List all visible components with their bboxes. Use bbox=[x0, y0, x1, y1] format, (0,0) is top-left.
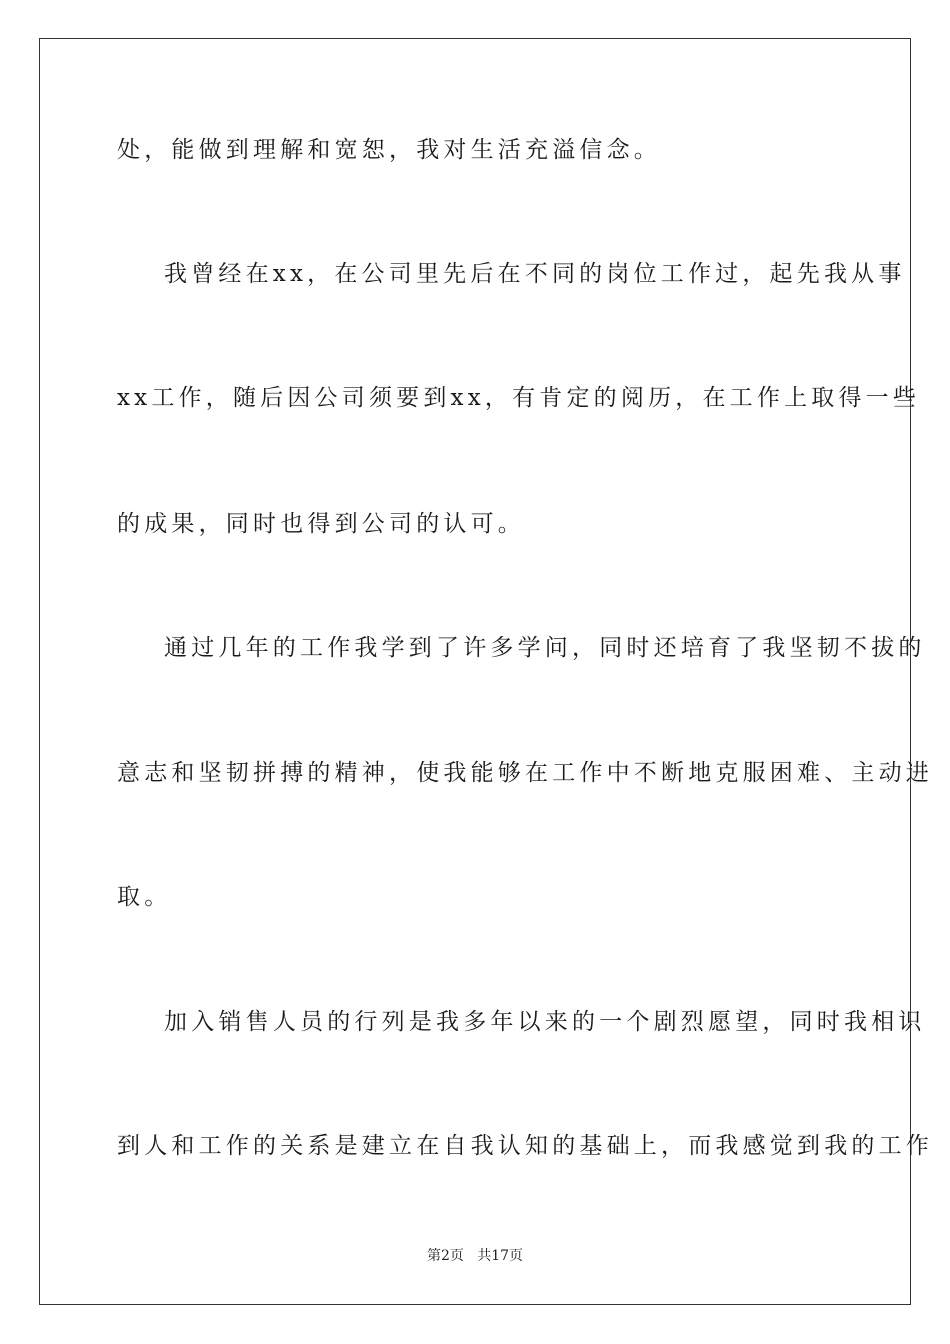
text-line: 的成果，同时也得到公司的认可。 bbox=[117, 511, 525, 537]
page-border bbox=[39, 38, 933, 1305]
text-line: 通过几年的工作我学到了许多学问，同时还培育了我坚韧不拔的 bbox=[164, 635, 926, 661]
page-number-footer: 第2页 共17页 bbox=[426, 1248, 524, 1264]
text-line: 意志和坚韧拼搏的精神，使我能够在工作中不断地克服困难、主动进 bbox=[117, 760, 933, 786]
text-line: 我曾经在xx，在公司里先后在不同的岗位工作过，起先我从事 bbox=[164, 261, 906, 287]
text-line: 取。 bbox=[117, 884, 172, 910]
text-line: xx工作，随后因公司须要到xx，有肯定的阅历，在工作上取得一些 bbox=[117, 385, 921, 411]
text-line: 到人和工作的关系是建立在自我认知的基础上，而我感觉到我的工作 bbox=[117, 1133, 933, 1159]
text-line: 处，能做到理解和宽恕，我对生活充溢信念。 bbox=[117, 137, 661, 163]
text-line: 加入销售人员的行列是我多年以来的一个剧烈愿望，同时我相识 bbox=[164, 1009, 926, 1035]
